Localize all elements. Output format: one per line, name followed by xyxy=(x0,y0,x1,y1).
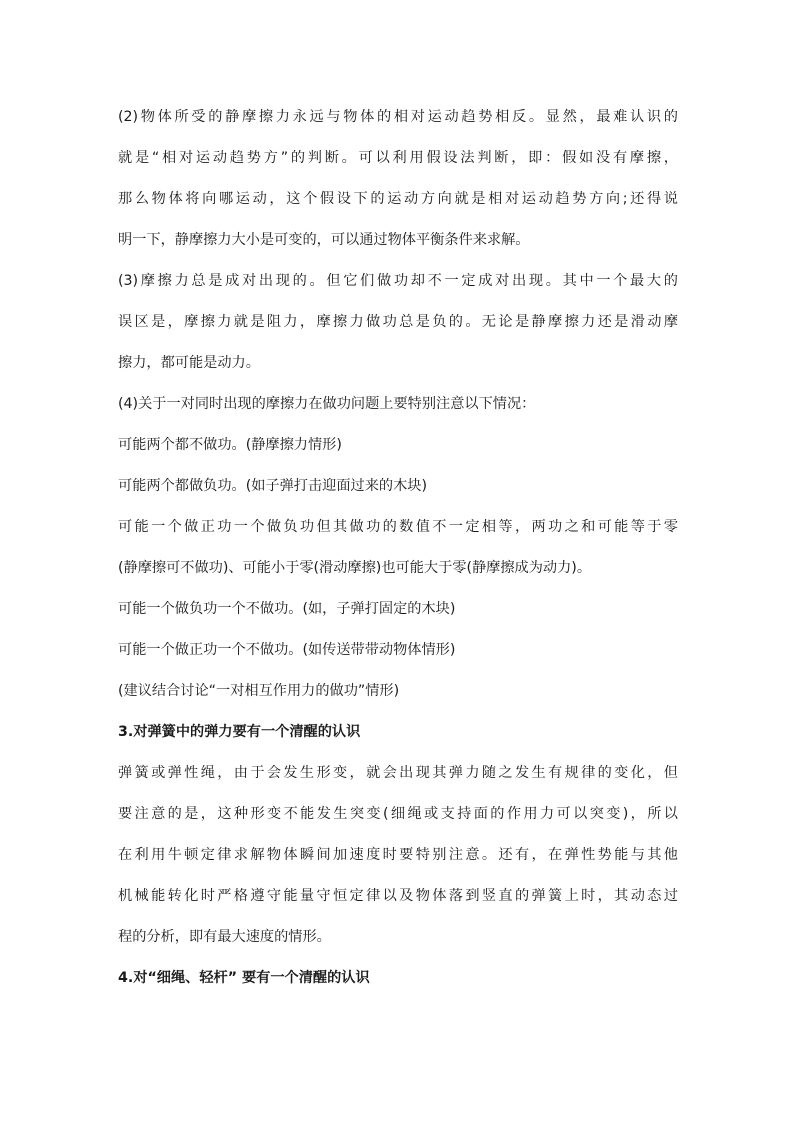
section-heading: 3.对弹簧中的弹力要有一个清醒的认识 xyxy=(118,724,361,740)
paragraph-line: (建议结合讨论“一对相互作用力的做功”情形) xyxy=(118,683,400,699)
paragraph-line: 机械能转化时严格遵守能量守恒定律以及物体落到竖直的弹簧上时，其动态过 xyxy=(118,888,678,904)
list-item: 可能一个做正功一个不做功。(如传送带带动物体情形) xyxy=(118,642,456,658)
paragraph-line: 明一下，静摩擦力大小是可变的，可以通过物体平衡条件来求解。 xyxy=(118,232,530,248)
paragraph-line: 程的分析，即有最大速度的情形。 xyxy=(118,929,331,945)
paragraph-line: 那么物体将向哪运动，这个假设下的运动方向就是相对运动趋势方向;还得说 xyxy=(118,191,678,207)
section-heading: 4.对“细绳、轻杆” 要有一个清醒的认识 xyxy=(118,970,370,986)
paragraph-line: 弹簧或弹性绳，由于会发生形变，就会出现其弹力随之发生有规律的变化，但 xyxy=(118,765,678,781)
list-item: 可能两个都不做功。(静摩擦力情形) xyxy=(118,437,342,453)
list-item: 可能两个都做负功。(如子弹打击迎面过来的木块) xyxy=(118,478,428,494)
paragraph-line: (4)关于一对同时出现的摩擦力在做功问题上要特别注意以下情况： xyxy=(118,396,536,412)
paragraph-line: 误区是，摩擦力就是阻力，摩擦力做功总是负的。无论是静摩擦力还是滑动摩 xyxy=(118,314,678,330)
paragraph-line: 在利用牛顿定律求解物体瞬间加速度时要特别注意。还有，在弹性势能与其他 xyxy=(118,847,678,863)
paragraph-line: (3)摩擦力总是成对出现的。但它们做功却不一定成对出现。其中一个最大的 xyxy=(118,273,678,289)
paragraph-line: (2)物体所受的静摩擦力永远与物体的相对运动趋势相反。显然，最难认识的 xyxy=(118,109,678,125)
document-body xyxy=(118,105,678,1007)
list-item: 可能一个做正功一个做负功但其做功的数值不一定相等，两功之和可能等于零 xyxy=(118,519,678,535)
list-item: 可能一个做负功一个不做功。(如，子弹打固定的木块) xyxy=(118,601,456,617)
list-item: (静摩擦可不做功)、可能小于零(滑动摩擦)也可能大于零(静摩擦成为动力)。 xyxy=(118,560,592,576)
paragraph-line: 就是“相对运动趋势方”的判断。可以利用假设法判断，即：假如没有摩擦， xyxy=(118,150,678,166)
paragraph-line: 擦力，都可能是动力。 xyxy=(118,355,260,371)
paragraph-line: 要注意的是，这种形变不能发生突变(细绳或支持面的作用力可以突变)，所以 xyxy=(118,806,678,822)
